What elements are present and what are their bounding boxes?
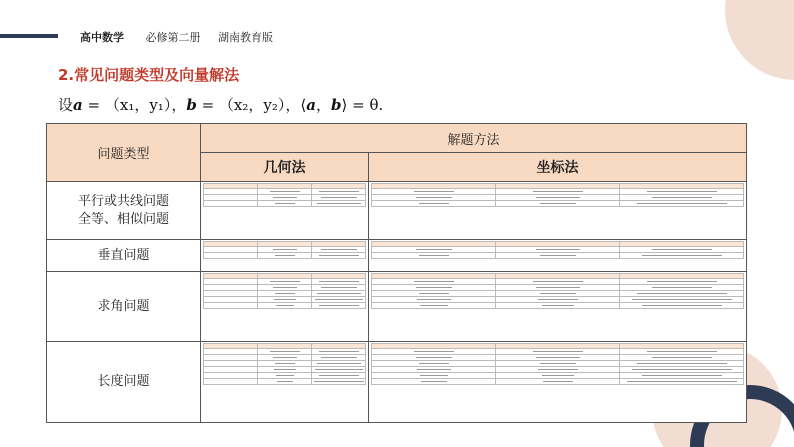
mini-geometry <box>201 182 369 240</box>
formula-prefix: 设 <box>58 96 74 114</box>
mini-coordinate <box>369 240 747 272</box>
col-coordinate: 坐标法 <box>369 153 747 182</box>
mini-table <box>371 273 744 309</box>
col-method: 解题方法 <box>201 124 747 153</box>
col-problem-type: 问题类型 <box>47 124 201 182</box>
header-volume: 必修第二册 <box>145 31 201 44</box>
mini-geometry <box>201 240 369 272</box>
mini-table <box>371 183 744 207</box>
vector-definition <box>58 94 383 115</box>
mini-coordinate <box>369 272 747 342</box>
vector-a-angle: a <box>306 96 316 114</box>
header-accent-bar <box>0 34 58 38</box>
row-type-label: 平行或共线问题 全等、相似问题 <box>77 193 169 227</box>
mini-table <box>203 183 366 207</box>
row-type-parallel <box>47 182 201 240</box>
row-type-angle: 求角问题 <box>47 272 201 342</box>
col-geometry: 几何法 <box>201 153 369 182</box>
mini-table <box>371 241 744 259</box>
mini-coordinate <box>369 182 747 240</box>
row-type-perpendicular: 垂直问题 <box>47 240 201 272</box>
mini-geometry <box>201 272 369 342</box>
vector-b-angle: b <box>331 96 342 114</box>
formula-part-2: = （x₂，y₂），⟨ <box>196 96 307 114</box>
mini-table <box>203 343 366 385</box>
formula-part-1: = （x₁，y₁）， <box>82 96 187 114</box>
formula-part-3: ⟩ = θ. <box>341 96 384 114</box>
header-publisher: 湖南教育版 <box>218 31 273 44</box>
header-book: 高中数学 <box>80 31 124 44</box>
page-header <box>80 29 273 45</box>
decorative-circle-top <box>725 0 794 80</box>
vector-a: a <box>73 96 83 114</box>
mini-table <box>371 343 744 385</box>
method-table <box>46 123 747 423</box>
vector-b: b <box>186 96 197 114</box>
mini-table <box>203 273 366 309</box>
row-type-length: 长度问题 <box>47 342 201 423</box>
formula-comma: ， <box>315 96 331 114</box>
section-title: 2.常见问题类型及向量解法 <box>58 66 240 84</box>
mini-coordinate <box>369 342 747 423</box>
mini-geometry <box>201 342 369 423</box>
mini-table <box>203 241 366 259</box>
